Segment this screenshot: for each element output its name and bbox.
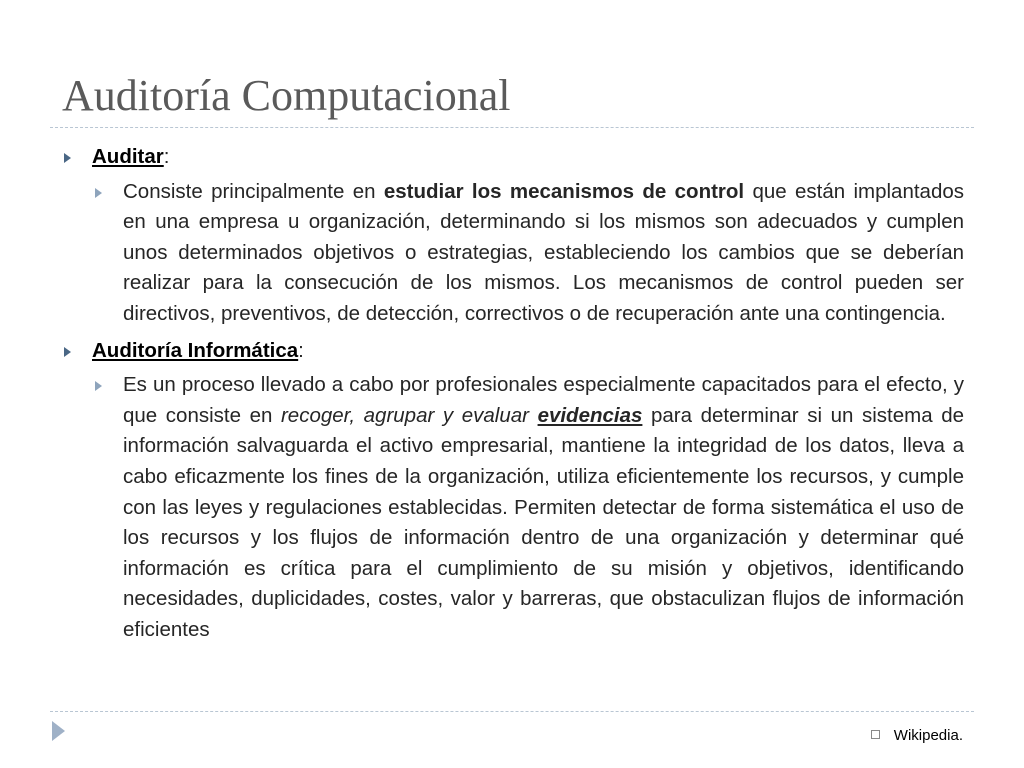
triangle-right-icon (64, 153, 71, 163)
footnote-text: Wikipedia. (893, 727, 963, 744)
definition-text: Consiste principalmente en (123, 179, 384, 203)
bullet-auditoria-informatica (62, 336, 964, 367)
definition-text: Es un proceso llevado a cabo por profesionales especialmente capacitados para el efecto, y que consiste en (123, 373, 964, 427)
definition-italic: recoger, agrupar y evaluar (280, 403, 529, 427)
definition-auditoria-informatica (92, 370, 964, 645)
next-slide-arrow-icon[interactable] (52, 721, 65, 741)
square-bullet-icon (871, 730, 880, 739)
definition-text: para determinar si un sistema de información salvaguarda el activo empresarial, mantiene la integridad de los datos, lleva a cabo eficazmente los fines de la organización, utiliza eficientemente los recursos, y cumple con las leyes y regulaciones establecidas. Permiten detectar de forma sistemática el uso de los recursos y los flujos de información dentro de una organización y determinar qué información es crítica para el cumplimiento de su misión y objetivos, identificando necesidades, duplicidades, costes, valor y barreras, que obstaculizan flujos de información eficientes (123, 403, 964, 641)
colon: : (163, 145, 170, 168)
slide-title: Auditoría Computacional (62, 71, 511, 120)
definition-auditar (92, 177, 964, 330)
triangle-right-icon (95, 381, 102, 391)
definition-emphasis: estudiar los mecanismos de control (383, 179, 745, 203)
colon: : (298, 338, 304, 362)
title-divider (50, 127, 974, 128)
term-auditar: Auditar (92, 145, 164, 168)
definition-keyword: evidencias (537, 403, 643, 427)
space (529, 404, 538, 427)
bullet-auditar (62, 142, 964, 173)
triangle-right-icon (95, 188, 102, 198)
footer-divider (50, 711, 974, 712)
triangle-right-icon (64, 347, 71, 357)
slide-body (62, 142, 964, 652)
definition-text: que están implantados en una empresa u organización, determinando si los mismos son adecuados y cumplen unos determinados objetivos o estrategias, estableciendo los cambios que se deberían realizar para la consecución de los mismos. Los mecanismos de control pueden ser directivos, preventivos, de detección, correctivos o de recuperación ante una contingencia. (123, 179, 964, 325)
footnote-source (871, 726, 963, 746)
term-auditoria-informatica: Auditoría Informática (92, 338, 299, 362)
